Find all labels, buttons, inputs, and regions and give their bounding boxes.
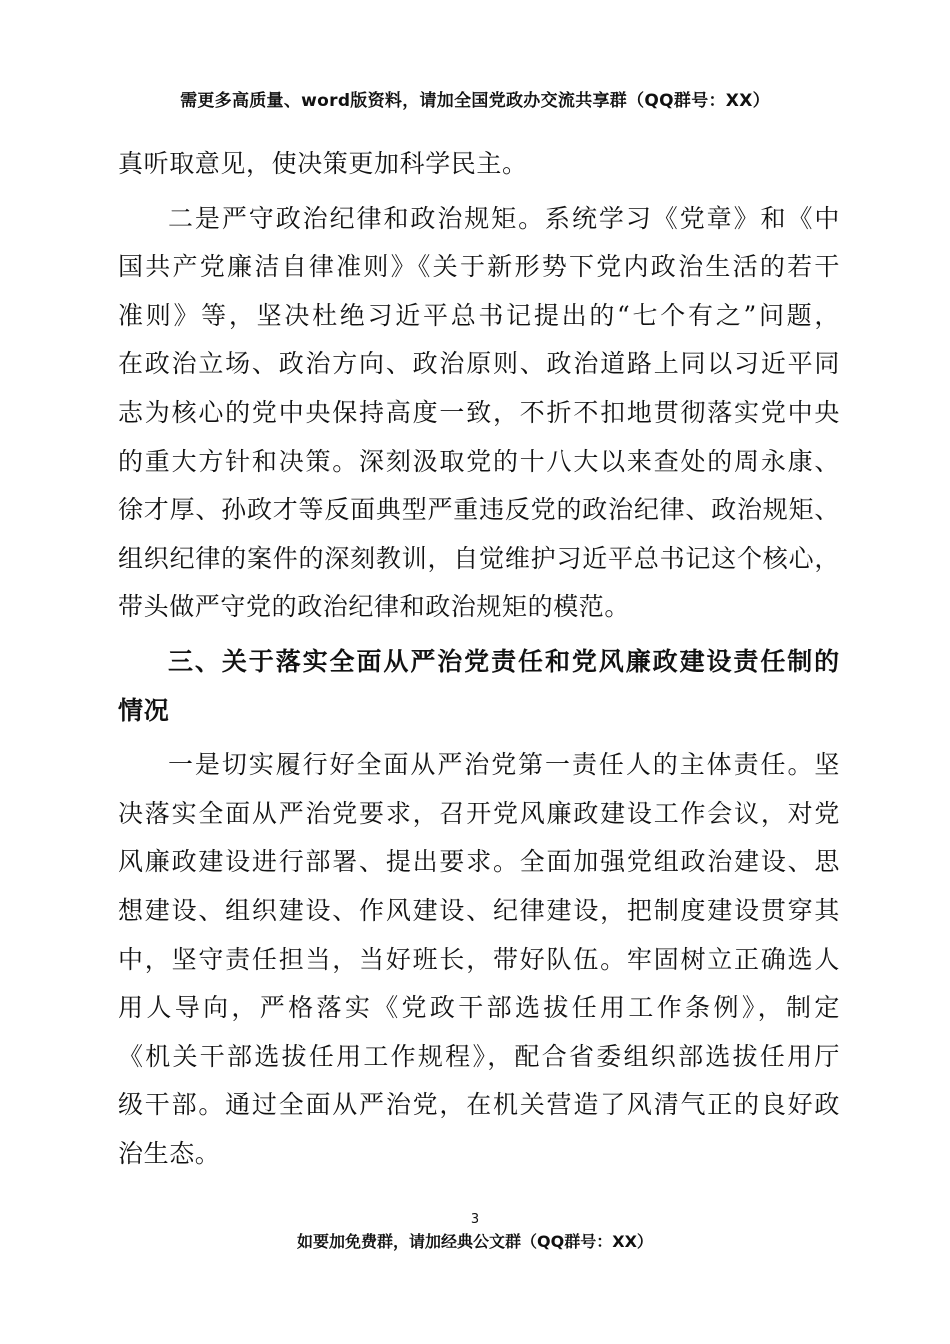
text-line: 真听取意见，使决策更加科学民主。: [118, 149, 528, 178]
page-number: 3: [470, 1212, 480, 1227]
heading-line: 情况: [118, 695, 170, 725]
text-line: 志为核心的党中央保持高度一致，不折不扣地贯彻落实党中央: [118, 397, 840, 427]
header-banner: 需更多高质量、word版资料，请加全国党政办交流共享群（QQ群号：XX）: [180, 91, 770, 111]
text-line: 想建设、组织建设、作风建设、纪律建设，把制度建设贯穿其: [118, 895, 840, 925]
text-line: 级干部。通过全面从严治党，在机关营造了风清气正的良好政: [118, 1090, 840, 1120]
text-line: 徐才厚、孙政才等反面典型严重违反党的政治纪律、政治规矩、: [118, 495, 840, 525]
text-line: 决落实全面从严治党要求，召开党风廉政建设工作会议，对党: [118, 798, 840, 828]
text-line: 用人导向，严格落实《党政干部选拔任用工作条例》，制定: [118, 993, 840, 1023]
text-line: 风廉政建设进行部署、提出要求。全面加强党组政治建设、思: [118, 847, 840, 877]
paragraph-3: [118, 741, 840, 1178]
text-line: 的重大方针和决策。深刻汲取党的十八大以来查处的周永康、: [118, 446, 840, 476]
text-line: 国共产党廉洁自律准则》《关于新形势下党内政治生活的若干: [118, 252, 840, 282]
document-body: [118, 140, 840, 1178]
paragraph-1: [118, 140, 840, 189]
text-line: 治生态。: [118, 1138, 221, 1168]
text-line: 《机关干部选拔任用工作规程》，配合省委组织部选拔任用厅: [118, 1041, 840, 1071]
text-line: 二是严守政治纪律和政治规矩。系统学习《党章》和《中: [168, 203, 840, 233]
footer-banner: 如要加免费群，请加经典公文群（QQ群号：XX）: [297, 1232, 653, 1251]
text-line: 带头做严守党的政治纪律和政治规矩的模范。: [118, 592, 631, 622]
text-line: 中，坚守责任担当，当好班长，带好队伍。牢固树立正确选人: [118, 944, 840, 974]
text-line: 组织纪律的案件的深刻教训，自觉维护习近平总书记这个核心，: [118, 543, 840, 573]
text-line: 一是切实履行好全面从严治党第一责任人的主体责任。坚: [168, 750, 840, 780]
text-line: 准则》等，坚决杜绝习近平总书记提出的“七个有之”问题，: [118, 300, 840, 330]
heading-line: 三、关于落实全面从严治党责任和党风廉政建设责任制的: [168, 646, 840, 676]
section-heading-3: [118, 638, 840, 735]
paragraph-2: [118, 195, 840, 632]
text-line: 在政治立场、政治方向、政治原则、政治道路上同以习近平同: [118, 349, 840, 379]
